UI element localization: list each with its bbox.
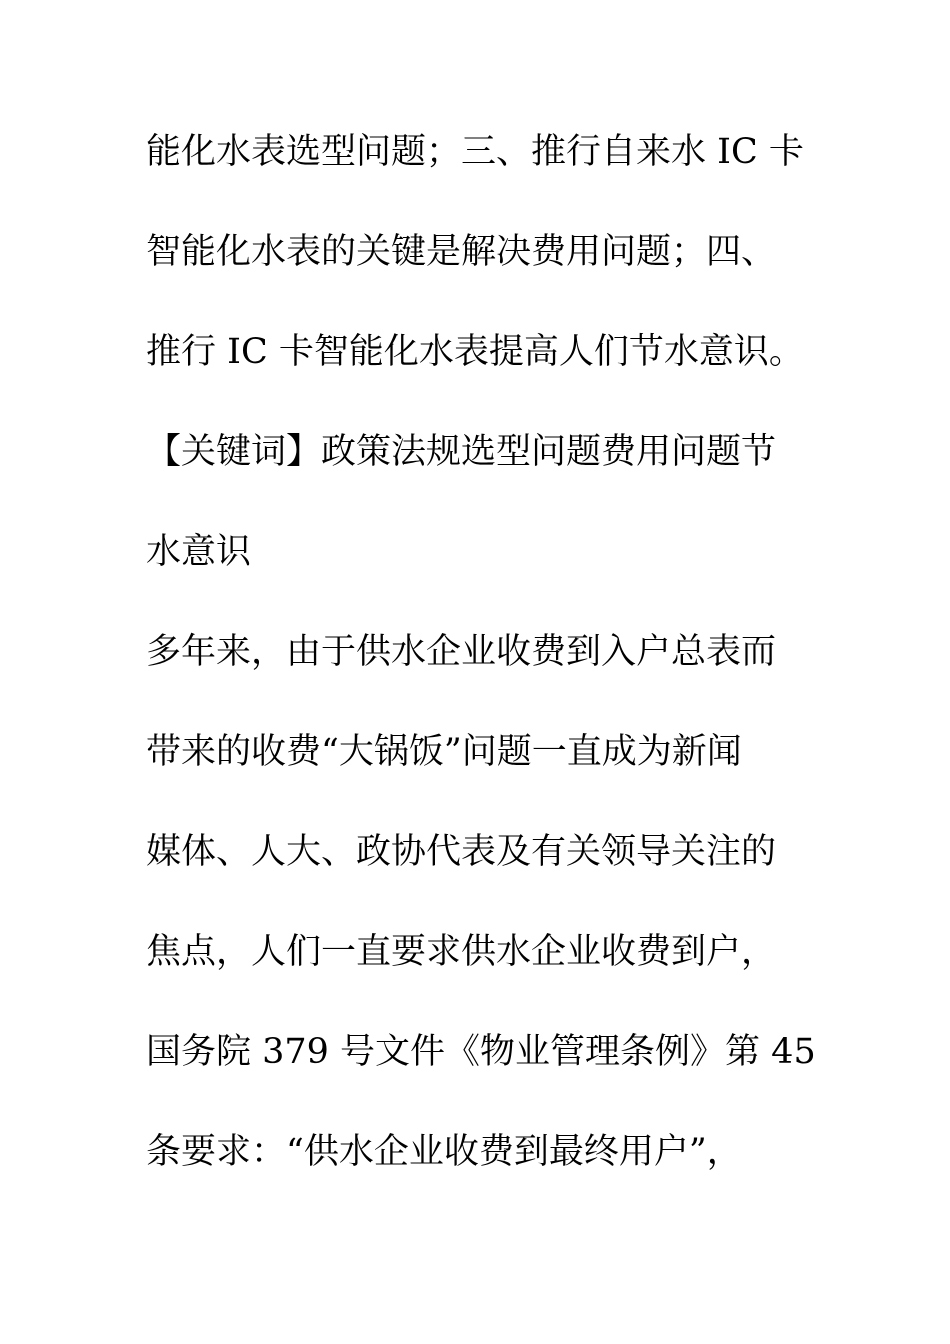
keywords-line: 【关键词】政策法规选型问题费用问题节 xyxy=(146,432,777,472)
text-line: 国务院 379 号文件《物业管理条例》第 45 xyxy=(146,1032,816,1072)
text-line: 媒体、人大、政协代表及有关领导关注的 xyxy=(146,832,777,872)
text-line: 焦点，人们一直要求供水企业收费到户， xyxy=(146,932,777,972)
text-line: 条要求：“供水企业收费到最终用户”， xyxy=(146,1132,742,1172)
keywords-line-continuation: 水意识 xyxy=(146,532,252,572)
text-line: 智能化水表的关键是解决费用问题；四、 xyxy=(146,232,777,272)
text-line: 带来的收费“大锅饭”问题一直成为新闻 xyxy=(146,732,742,772)
text-line: 多年来，由于供水企业收费到入户总表而 xyxy=(146,632,777,672)
text-line: 能化水表选型问题；三、推行自来水 IC 卡 xyxy=(146,132,804,172)
text-line: 推行 IC 卡智能化水表提高人们节水意识。 xyxy=(146,332,804,372)
